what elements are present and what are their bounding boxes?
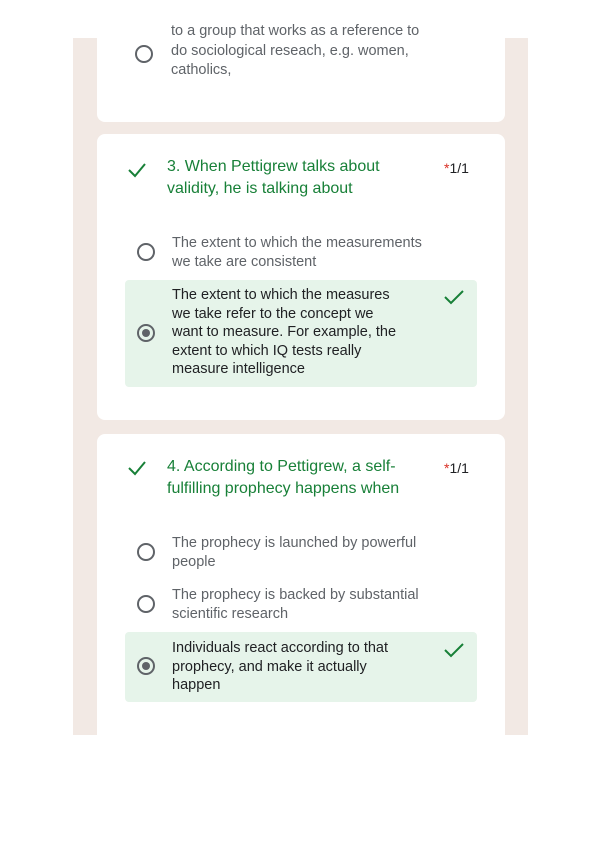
score-indicator [444, 160, 469, 176]
radio-unselected[interactable] [137, 543, 155, 561]
option-text: The prophecy is backed by substantial scientific research [172, 587, 419, 622]
question-title: 3. When Pettigrew talks about validity, he is talking about [167, 158, 380, 197]
radio-unselected[interactable] [137, 595, 155, 613]
form-background [73, 23, 528, 735]
check-icon [443, 642, 465, 658]
radio-unselected[interactable] [135, 45, 153, 63]
check-icon [443, 289, 465, 305]
score-value: 1/1 [449, 460, 469, 476]
radio-unselected[interactable] [137, 243, 155, 261]
required-asterisk: * [444, 460, 450, 476]
radio-selected[interactable] [137, 657, 155, 675]
score-value: 1/1 [449, 160, 469, 176]
question-card-3 [97, 134, 505, 420]
question-card-2 [97, 18, 505, 122]
check-icon [127, 162, 147, 178]
question-card-4 [97, 434, 505, 754]
radio-selected[interactable] [137, 324, 155, 342]
option-text: Individuals react according to that prophecy, and make it actually happen [172, 640, 389, 693]
required-asterisk: * [444, 160, 450, 176]
option-text: The extent to which the measurements we take are consistent [172, 235, 422, 270]
check-icon [127, 460, 147, 476]
option-text-line: do sociological reseach, e.g. women, [171, 43, 409, 59]
score-indicator [444, 460, 469, 476]
option-text: The prophecy is launched by powerful people [172, 535, 417, 570]
option-text-line: catholics, [171, 62, 232, 78]
option-text: The extent to which the measures we take refer to the concept we want to measure. For example, the extent to which IQ tests really measure intelligence [172, 287, 397, 377]
question-title: 4. According to Pettigrew, a self- fulfilling prophecy happens when [167, 458, 400, 497]
option-text-partial: to a group that works as a reference to [171, 23, 420, 39]
